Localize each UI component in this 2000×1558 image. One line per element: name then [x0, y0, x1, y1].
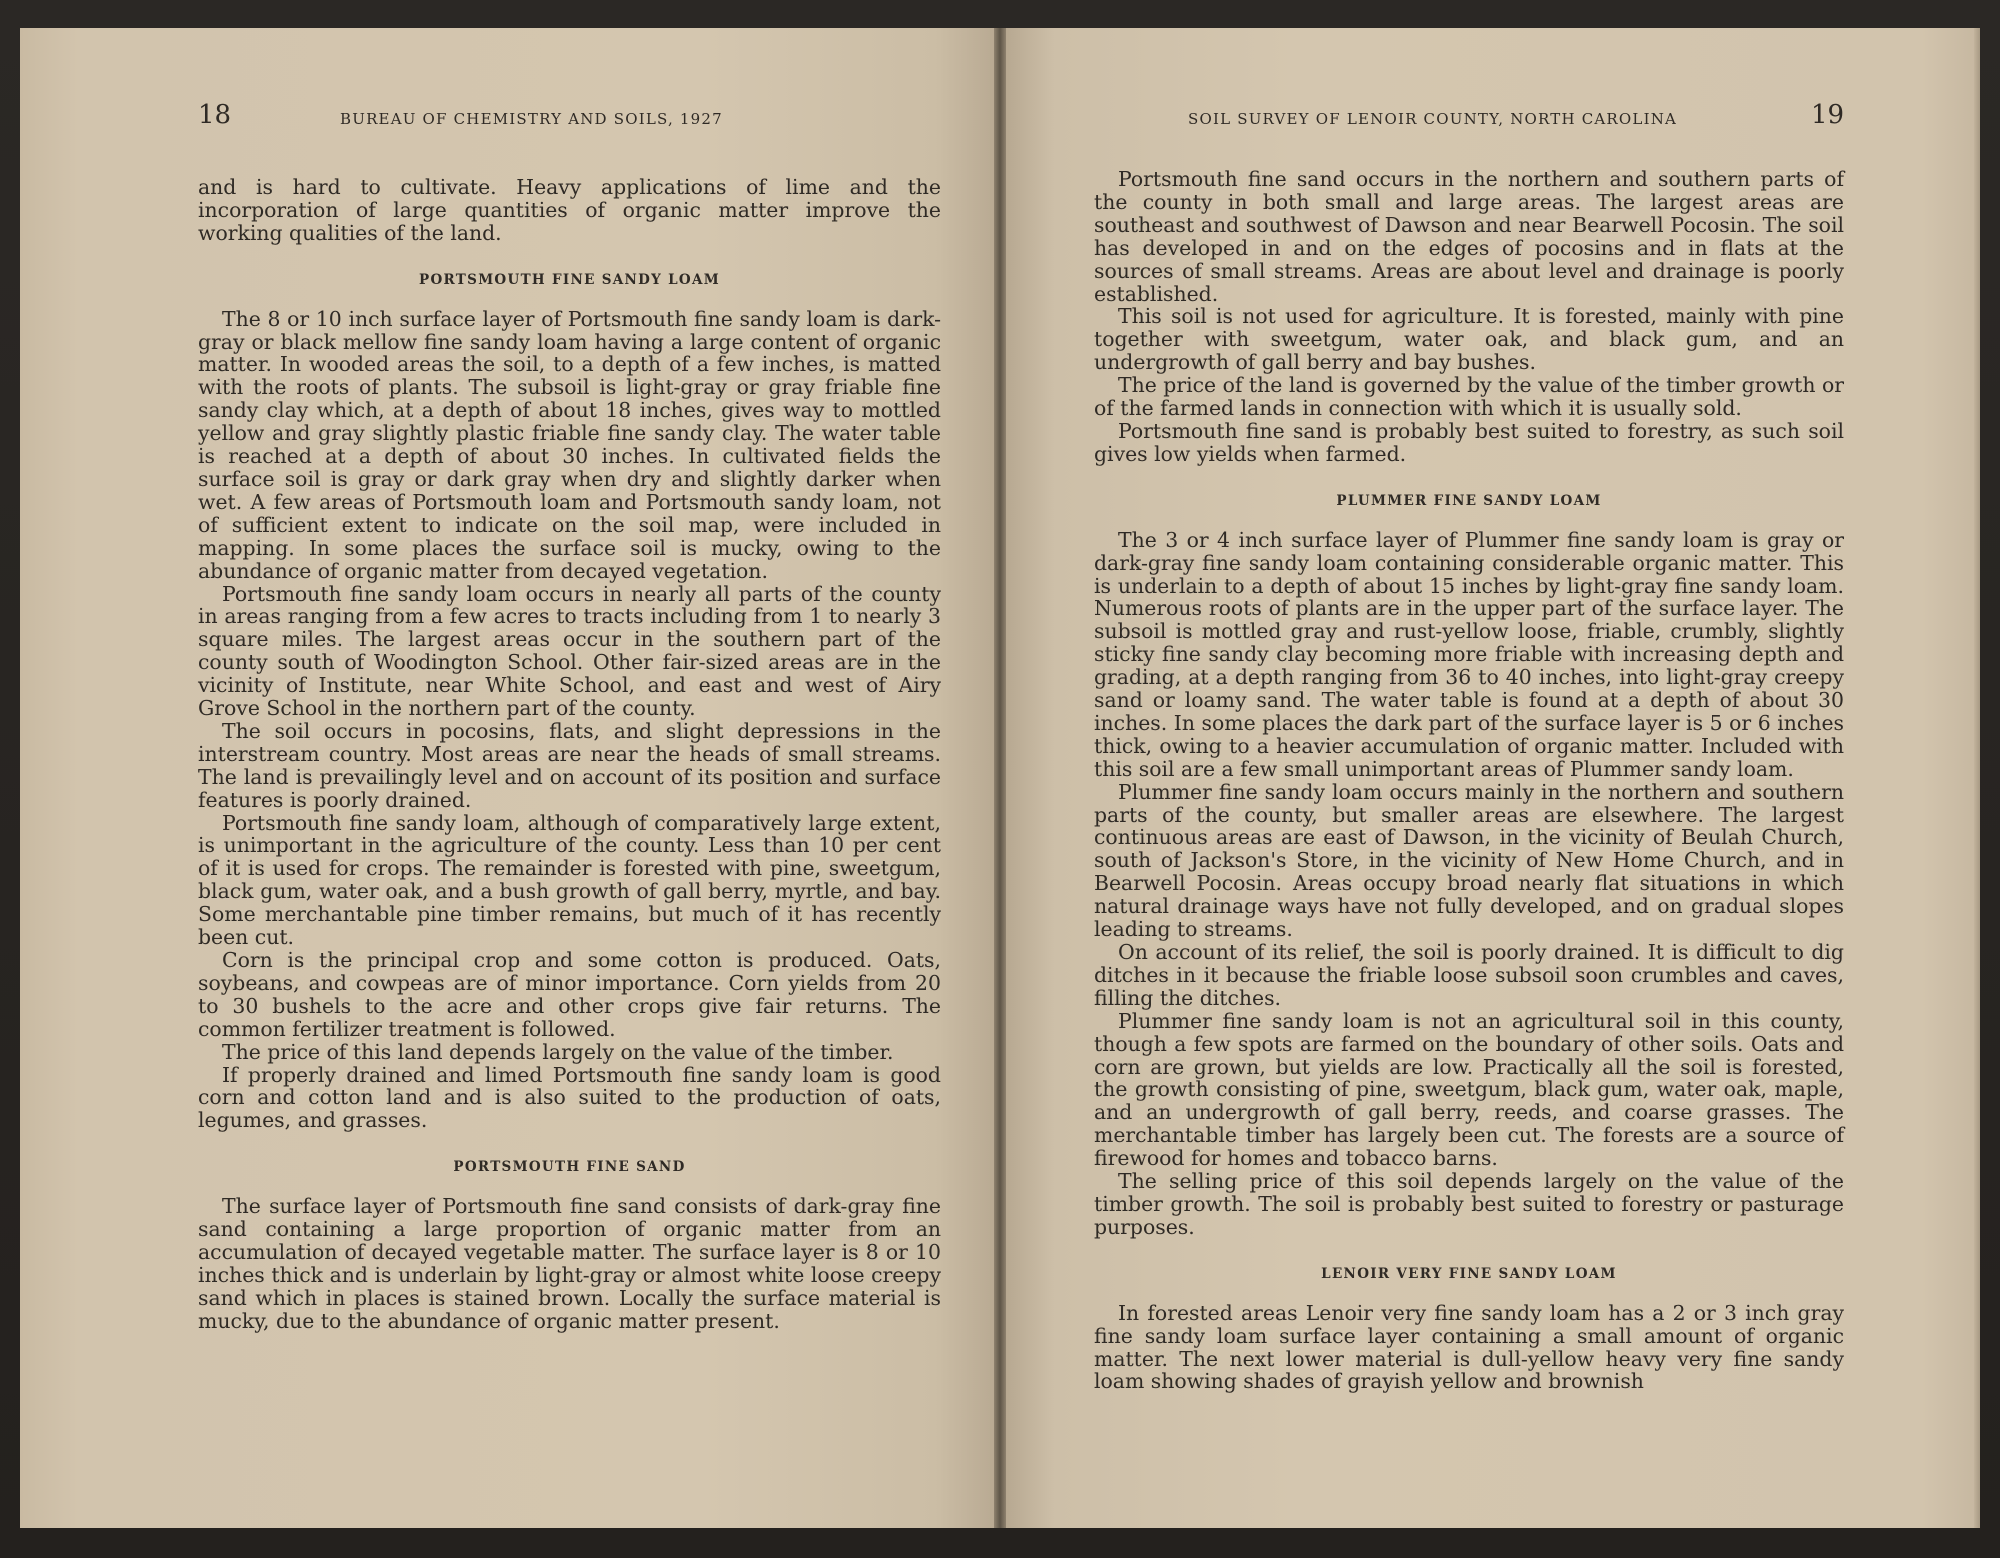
section-heading-portsmouth-fine-sand: PORTSMOUTH FINE SAND	[453, 1159, 686, 1176]
paragraph: The 3 or 4 inch surface layer of Plummer fine sandy loam is gray or dark-gray fine sandy loam containing considerable organic matter. This is underlain to a depth of about 15 inches by light-gray fine sandy loam. Numerous roots of plants are in the upper part of the surface layer. The subsoil is mottled gray and rust-yellow loose, friable, crumbly, slightly sticky fine sandy clay becoming more friable with increasing depth and grading, at a depth ranging from 36 to 40 inches, into light-gray creepy sand or loamy sand. The water table is found at a depth of about 30 inches. In some places the dark part of the surface layer is 5 or 6 inches thick, owing to a heavier accumulation of organic matter. Included with this soil are a few small unimportant areas of Plummer sandy loam.	[1094, 527, 1844, 781]
paragraph: Plummer fine sandy loam occurs mainly in the northern and southern parts of the county, but smaller areas are elsewhere. The largest continuous areas are east of Dawson, in the vicinity of Beulah Church, south of Jackson's Store, in the vicinity of New Home Church, and in Bearwell Pocosin. Areas occupy broad nearly flat situations in which natural drainage ways have not fully developed, and on gradual slopes leading to streams.	[1094, 779, 1844, 942]
book-spread	[20, 28, 1980, 1528]
paragraph: Plummer fine sandy loam is not an agricultural soil in this county, though a few spots are farmed on the boundary of other soils. Oats and corn are grown, but yields are low. Practically all the soil is forested, the growth consisting of pine, sweetgum, black gum, water oak, maple, and an undergrowth of gall berry, reeds, and coarse grasses. The merchantable timber has largely been cut. The forests are a source of firewood for homes and tobacco barns.	[1094, 1008, 1844, 1171]
paragraph: The selling price of this soil depends largely on the value of the timber growth. The soil is probably best suited to forestry or pasturage purposes.	[1094, 1169, 1844, 1239]
paragraph: Portsmouth fine sand is probably best suited to forestry, as such soil gives low yields when farmed.	[1094, 418, 1844, 466]
paragraph: In forested areas Lenoir very fine sandy loam has a 2 or 3 inch gray fine sandy loam surface layer containing a small amount of organic matter. The next lower material is dull-yellow heavy very fine sandy loam showing shades of grayish yellow and brownish	[1094, 1300, 1844, 1394]
paragraph: The soil occurs in pocosins, flats, and slight depressions in the interstream country. Most areas are near the heads of small streams. The land is prevailingly level and on account of its position and surface features is poorly drained.	[198, 718, 941, 812]
paragraph: Portsmouth fine sand occurs in the northern and southern parts of the county in both small and large areas. The largest areas are southeast and southwest of Dawson and near Bearwell Pocosin. The soil has developed in and on the edges of pocosins and in flats at the sources of small streams. Areas are about level and drainage is poorly established.	[1094, 167, 1844, 306]
page-edge	[1974, 28, 1980, 1528]
paragraph: The price of the land is governed by the value of the timber growth or of the farmed lands in connection with which it is usually sold.	[1094, 373, 1844, 421]
section-heading-lenoir-very-fine-sandy-loam: LENOIR VERY FINE SANDY LOAM	[1321, 1265, 1617, 1282]
left-page-body	[198, 176, 941, 1333]
paragraph: This soil is not used for agriculture. It is forested, mainly with pine together with sweetgum, water oak, and black gum, and an undergrowth of gall berry and bay bushes.	[1094, 304, 1844, 375]
paragraph: Corn is the principal crop and some cotton is produced. Oats, soybeans, and cowpeas are of minor importance. Corn yields from 20 to 30 bushels to the acre and other crops give fair returns. The common fertilizer treatment is followed.	[198, 948, 941, 1041]
left-page-number: 18	[198, 100, 232, 130]
opening-paragraph: and is hard to cultivate. Heavy applications of lime and the incorporation of large quantities of organic matter improve the working qualities of the land.	[198, 175, 941, 245]
paragraph: The 8 or 10 inch surface layer of Portsmouth fine sandy loam is dark-gray or black mellow fine sandy loam having a large content of organic matter. In wooded areas the soil, to a depth of a few inches, is matted with the roots of plants. The subsoil is light-gray or gray friable fine sandy clay which, at a depth of about 18 inches, gives way to mottled yellow and gray slightly plastic friable fine sandy clay. The water table is reached at a depth of about 30 inches. In cultivated fields the surface soil is gray or dark gray when dry and slightly darker when wet. A few areas of Portsmouth loam and Portsmouth sandy loam, not of sufficient extent to indicate on the soil map, were included in mapping. In some places the surface soil is mucky, owing to the abundance of organic matter from decayed vegetation.	[198, 306, 941, 583]
paragraph: The price of this land depends largely on the value of the timber.	[222, 1039, 894, 1064]
paragraph: If properly drained and limed Portsmouth fine sandy loam is good corn and cotton land and is also suited to the production of oats, legumes, and grasses.	[198, 1062, 941, 1133]
section-heading-plummer-fine-sandy-loam: PLUMMER FINE SANDY LOAM	[1336, 492, 1602, 509]
right-running-head	[1006, 100, 1980, 146]
paragraph: Portsmouth fine sandy loam, although of comparatively large extent, is unimportant in the agriculture of the county. Less than 10 per cent of it is used for crops. The remainder is forested with pine, sweetgum, black gum, water oak, and a bush growth of gall berry, myrtle, and bay. Some merchantable pine timber remains, but much of it has recently been cut.	[198, 810, 941, 950]
paragraph: The surface layer of Portsmouth fine sand consists of dark-gray fine sand containing a large proportion of organic matter from an accumulation of decayed vegetable matter. The surface layer is 8 or 10 inches thick and is underlain by light-gray or almost white loose creepy sand which in places is stained brown. Locally the surface material is mucky, due to the abundance of organic matter present.	[198, 1194, 941, 1333]
right-page-number: 19	[1811, 100, 1845, 130]
right-page	[1006, 28, 1980, 1528]
right-page-body	[1094, 168, 1844, 1393]
paragraph: Portsmouth fine sandy loam occurs in nearly all parts of the county in areas ranging from a few acres to tracts including from 1 to nearly 3 square miles. The largest areas occur in the southern part of the county south of Woodington School. Other fair-sized areas are in the vicinity of Institute, near White School, and east and west of Airy Grove School in the northern part of the county.	[198, 581, 941, 721]
left-page	[20, 28, 994, 1528]
book-gutter	[994, 28, 1006, 1528]
paragraph: On account of its relief, the soil is poorly drained. It is difficult to dig ditches in it because the friable loose subsoil soon crumbles and caves, filling the ditches.	[1094, 940, 1844, 1010]
section-heading-portsmouth-fine-sandy-loam: PORTSMOUTH FINE SANDY LOAM	[419, 271, 720, 288]
left-running-head	[20, 100, 994, 146]
right-running-title: SOIL SURVEY OF LENOIR COUNTY, NORTH CAROLINA	[1188, 110, 1678, 128]
left-running-title: BUREAU OF CHEMISTRY AND SOILS, 1927	[340, 110, 723, 128]
